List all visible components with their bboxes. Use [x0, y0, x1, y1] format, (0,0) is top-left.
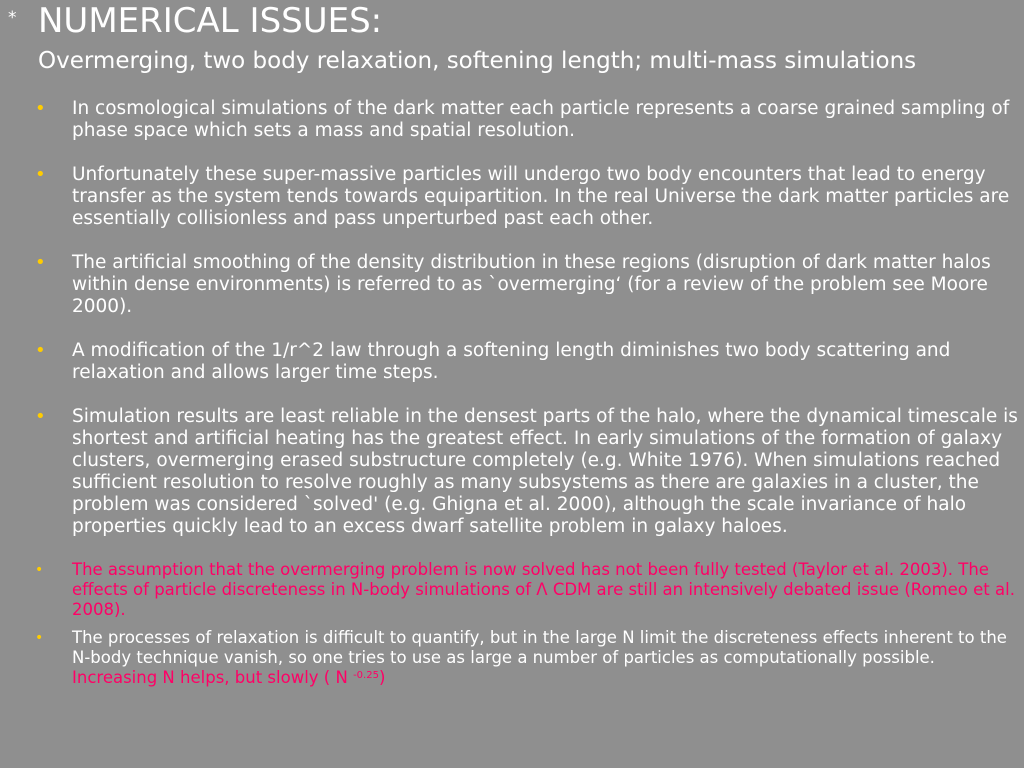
bullet-item-highlight — [30, 560, 1020, 620]
closing-paren: ) — [378, 668, 386, 687]
bullet-text-part2: CDM are still an intensively debated issue (Romeo et al. 2008). — [72, 580, 1015, 619]
bullet-item — [30, 406, 1020, 538]
bullet-list — [30, 98, 1020, 696]
bullet-dot-icon: • — [35, 562, 44, 578]
exponent: -0.25 — [353, 670, 379, 681]
bullet-dot-icon: • — [35, 252, 46, 273]
bullet-text: A modification of the 1/r^2 law through a softening length diminishes two body scattering and relaxation and allows larger time steps. — [72, 340, 951, 383]
bullet-dot-icon: • — [35, 340, 46, 361]
bullet-text: In cosmological simulations of the dark matter each particle represents a coarse grained sampling of phase space which sets a mass and spatial resolution. — [72, 98, 1010, 141]
bullet-item — [30, 252, 1020, 318]
bullet-item — [30, 164, 1020, 230]
bullet-text: Simulation results are least reliable in the densest parts of the halo, where the dynamical timescale is shortest and artificial heating has the greatest effect. In early simulations of the formation of galaxy clusters, overmerging erased substructure completely (e.g. White 1976). When simulations reached sufficient resolution to resolve roughly as many subsystems as there are galaxies in a cluster, the problem was considered `solved' (e.g. Ghigna et al. 2000), although the scale invariance of halo properties quickly lead to an excess dwarf satellite problem in galaxy haloes. — [72, 406, 1018, 537]
title-star-icon: * — [8, 8, 17, 28]
bullet-item — [30, 628, 1020, 688]
bullet-dot-icon: • — [35, 630, 44, 646]
bullet-dot-icon: • — [35, 164, 46, 185]
bullet-text: The processes of relaxation is difficult to quantify, but in the large N limit the discreteness effects inherent to the N-body technique vanish, so one tries to use as large a number of particles as computationally possible. — [72, 628, 1007, 667]
slide-title: NUMERICAL ISSUES: — [38, 1, 383, 41]
bullet-item — [30, 340, 1020, 384]
bullet-text: Unfortunately these super-massive particles will undergo two body encounters that lead to energy transfer as the system tends towards equipartition. In the real Universe the dark matter particles are essentially collisionless and pass unperturbed past each other. — [72, 164, 1010, 229]
slide-subtitle: Overmerging, two body relaxation, softening length; multi-mass simulations — [38, 48, 917, 74]
lambda-symbol: Λ — [536, 580, 548, 599]
bullet-highlight-text: Increasing N helps, but slowly ( N — [72, 668, 354, 687]
bullet-dot-icon: • — [35, 98, 46, 119]
bullet-text-part1: The assumption that the overmerging problem is now solved has not been fully tested (Taylor et al. 2003). The effects of particle discreteness in N-body simulations of — [72, 560, 989, 599]
bullet-text: The artificial smoothing of the density distribution in these regions (disruption of dark matter halos within dense environments) is referred to as `overmerging‘ (for a review of the problem see Moore 2000). — [72, 252, 991, 317]
bullet-dot-icon: • — [35, 406, 46, 427]
bullet-item — [30, 98, 1020, 142]
